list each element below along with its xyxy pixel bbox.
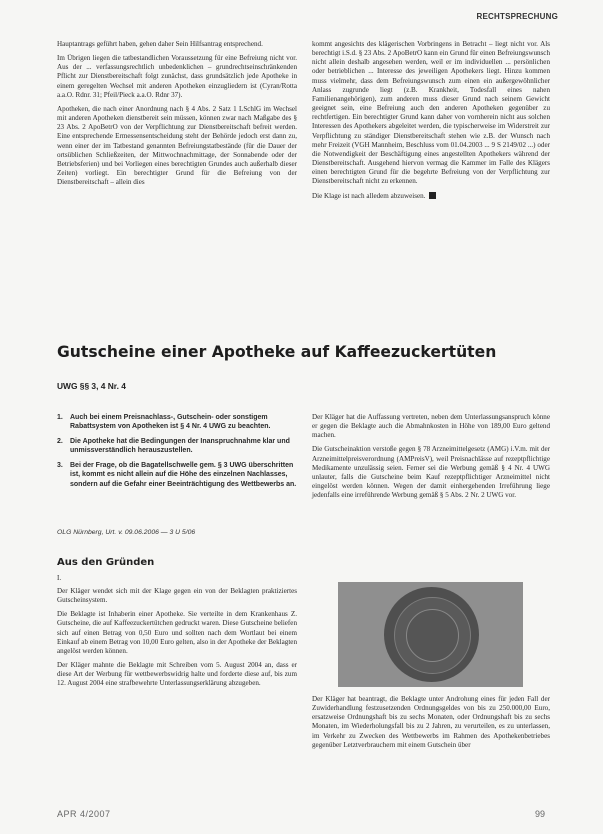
right-column-bottom [312, 695, 550, 755]
paragraph: kommt angesichts des klägerischen Vorbringens in Betracht – liegt nicht vor. Als berechtigt i.S.d. § 23 Abs. 2 ApoBetrO kann ein Grund für einen Befreiungswunsch nicht allein deshalb angesehen werden, weil er im individuellen ... persönlichen oder betrieblichen ... Interesse des jeweiligen Apothekers liegt. Hinzu kommen muss vielmehr, dass dem Befreiungswunsch zum einen ein außergewöhnlicher Anlass zugrunde liegt (z.B. Krankheit, Todesfall eines nahen Familienangehörigen), zum anderen muss dieser Grund nach seinem Gewicht geeignet sein, eine Befreiung auch den anderen Apotheken gegenüber zu rechtfertigen. Ein berechtigter Grund kann daher von vornherein nicht aus solchen Interessen des Apothekers abgeleitet werden, die typischerweise im Widerstreit zur Verpflichtung zu ständiger Dienstbereitschaft stehen wie z.B. der Wunsch nach mehr Freizeit (VGH Mannheim, Beschluss vom 01.04.2003 ... 9 S 2149/02 ...) oder die Notwendigkeit der Beschäftigung eines angestellten Apothekers während der Dienstbereitschaft. Ausgehend hiervon vermag die Kammer im Falle des Klägers einen berechtigten Grund für die begehrte Befreiung von der Verpflichtung zur Dienstbereitschaft nicht zu erkennen. [312, 40, 550, 186]
left-column-top [57, 40, 297, 192]
guiding-principles [57, 413, 297, 495]
end-mark-icon [429, 192, 436, 199]
court-citation: OLG Nürnberg, Urt. v. 09.06.2006 — 3 U 5/06 [57, 529, 196, 536]
seal-inner-ring [406, 609, 459, 662]
paragraph: Der Kläger wendet sich mit der Klage gegen ein von der Beklagten praktiziertes Gutscheinsystem. [57, 587, 297, 605]
right-column-mid [312, 413, 550, 505]
guide-number: 3. [57, 462, 63, 470]
paragraph: Apotheken, die nach einer Anordnung nach § 4 Abs. 2 Satz 1 LSchlG im Wechsel mit anderen Apotheken dienstbereit sein müssen, können zwar nach Maßgabe des § 23 Abs. 2 ApoBetrO von der Verpflichtung zur Dienstbereitschaft befreit werden. Eine entsprechende Ermessensentscheidung steht der Behörde jedoch erst dann zu, wenn einer der im Tatbestand genannten Befreiungstatbestände (für die Dauer der ortsüblichen Schließzeiten, der Mittwochnachmittage, der Sonnabende oder der Betriebsferien) und bei Vorliegen eines berechtigten Grundes auch außerhalb dieser Zeiten) vorliegt. Ein berechtigter Grund für die Befreiung von der Dienstbereitschaft – allein dies [57, 104, 297, 187]
paragraph: Der Kläger mahnte die Beklagte mit Schreiben vom 5. August 2004 an, dass er diese Art der Werbung für wettbewerbswidrig halte und forderte diese auf, bis zum 12. August 2004 eine strafbewehrte Unterlassungserklärung abzugeben. [57, 661, 297, 688]
section-number: I. [57, 574, 62, 582]
paragraph: Der Kläger hat die Auffassung vertreten, neben dem Unterlassungsanspruch könne er gegen die Beklagte auch die Abmahnkosten in Höhe von 189,00 Euro geltend machen. [312, 413, 550, 440]
guide-number: 2. [57, 438, 63, 446]
paragraph: Der Kläger hat beantragt, die Beklagte unter Androhung eines für jeden Fall der Zuwiderhandlung festzusetzenden Ordnungsgeldes von bis zu 250.000,00 Euro, ersatzweise Ordnungshaft bis zu sechs Monaten, oder Ordnungshaft bis zu sechs Monaten, im Wiederholungsfall bis zu 2 Jahren, zu verurteilen, es zu unterlassen, im Verkehr zu Zwecken des Wettbewerbs im Rahmen des Apothekenbetriebes gegenüber Letztverbrauchern mit einem Gutschein über [312, 695, 550, 749]
paragraph: Die Beklagte ist Inhaberin einer Apotheke. Sie verteilte in dem Krankenhaus Z. Gutscheine, die auf Kaffeezuckertütchen gedruckt waren. Diese Gutscheine beliefen sich auf einen Betrag von 0,50 Euro und sollten nach dem Wortlaut bei einem Einkauf ab einem Betrag von 10,00 Euro gelten, also in der Apotheke der Beklagten angelöst werden können. [57, 610, 297, 655]
guide-item [57, 413, 297, 431]
guide-item [57, 461, 297, 488]
paragraph: Im Übrigen liegen die tatbestandlichen Voraussetzung für eine Befreiung nicht vor. Aus der ... verfassungsrechtlich unbedenklichen – grundrechtseinschränkenden Pflicht zur Dienstbereitschaft folgt zunächst, dass grundsätzlich jede Apotheke in einem geregelten Wechsel mit anderen Apotheken einzugliedern ist (Cyran/Rotta a.a.O. Rdnr. 31; Pfeil/Pieck a.a.O. Rdnr 37). [57, 54, 297, 99]
guide-text: Bei der Frage, ob die Bagatellschwelle gem. § 3 UWG überschritten ist, kommt es nicht allein auf die Höhe des einzelnen Nachlasses, sondern auf die Gefahr einer Beeinträchtigung des Wettbewerbs an. [70, 462, 297, 488]
paragraph: Die Gutscheinaktion verstoße gegen § 78 Arzneimittelgesetz (AMG) i.V.m. mit der Arzneimittelpreisverordnung (AMPreisV), weil Preisnachlässe auf rezeptpflichtige Medikamente unzulässig seien. Ferner sei die Werbung gemäß § 4 Nr. 4 UWG unlauter, falls die Gutscheine beim Kauf rezeptpflichtiger Arzneimittel nicht eingelöst werden können. Wegen der damit einhergehenden Irreführung liege jedenfalls eine irreführende Werbung gemäß § 5 Abs. 2 Nr. 2 UWG vor. [312, 445, 550, 500]
closing-text: Die Klage ist nach alledem abzuweisen. [312, 191, 426, 200]
guide-number: 1. [57, 414, 63, 421]
article-title: Gutscheine einer Apotheke auf Kaffeezuckertüten [57, 343, 497, 361]
right-column-top [312, 40, 550, 206]
paragraph: Hauptantrags geführt haben, gehen daher Sein Hilfsantrag entsprechend. [57, 40, 263, 48]
article-subtitle: UWG §§ 3, 4 Nr. 4 [57, 381, 126, 391]
section-heading: Aus den Gründen [57, 557, 155, 568]
left-column-bottom [57, 587, 297, 694]
guide-text: Die Apotheke hat die Bedingungen der Inanspruchnahme klar und unmissverständlich herauszustellen. [70, 438, 290, 455]
section-header: RECHTSPRECHUNG [476, 12, 558, 21]
paragraph-closing [312, 192, 550, 201]
guide-item [57, 437, 297, 455]
journal-footer: APR 4/2007 [57, 809, 111, 819]
guide-text: Auch bei einem Preisnachlass-, Gutschein- oder sonstigem Rabattsystem von Apotheken ist § 4 Nr. 4 UWG zu beachten. [70, 414, 271, 431]
page-number: 99 [535, 809, 546, 819]
seal-image [338, 582, 523, 687]
